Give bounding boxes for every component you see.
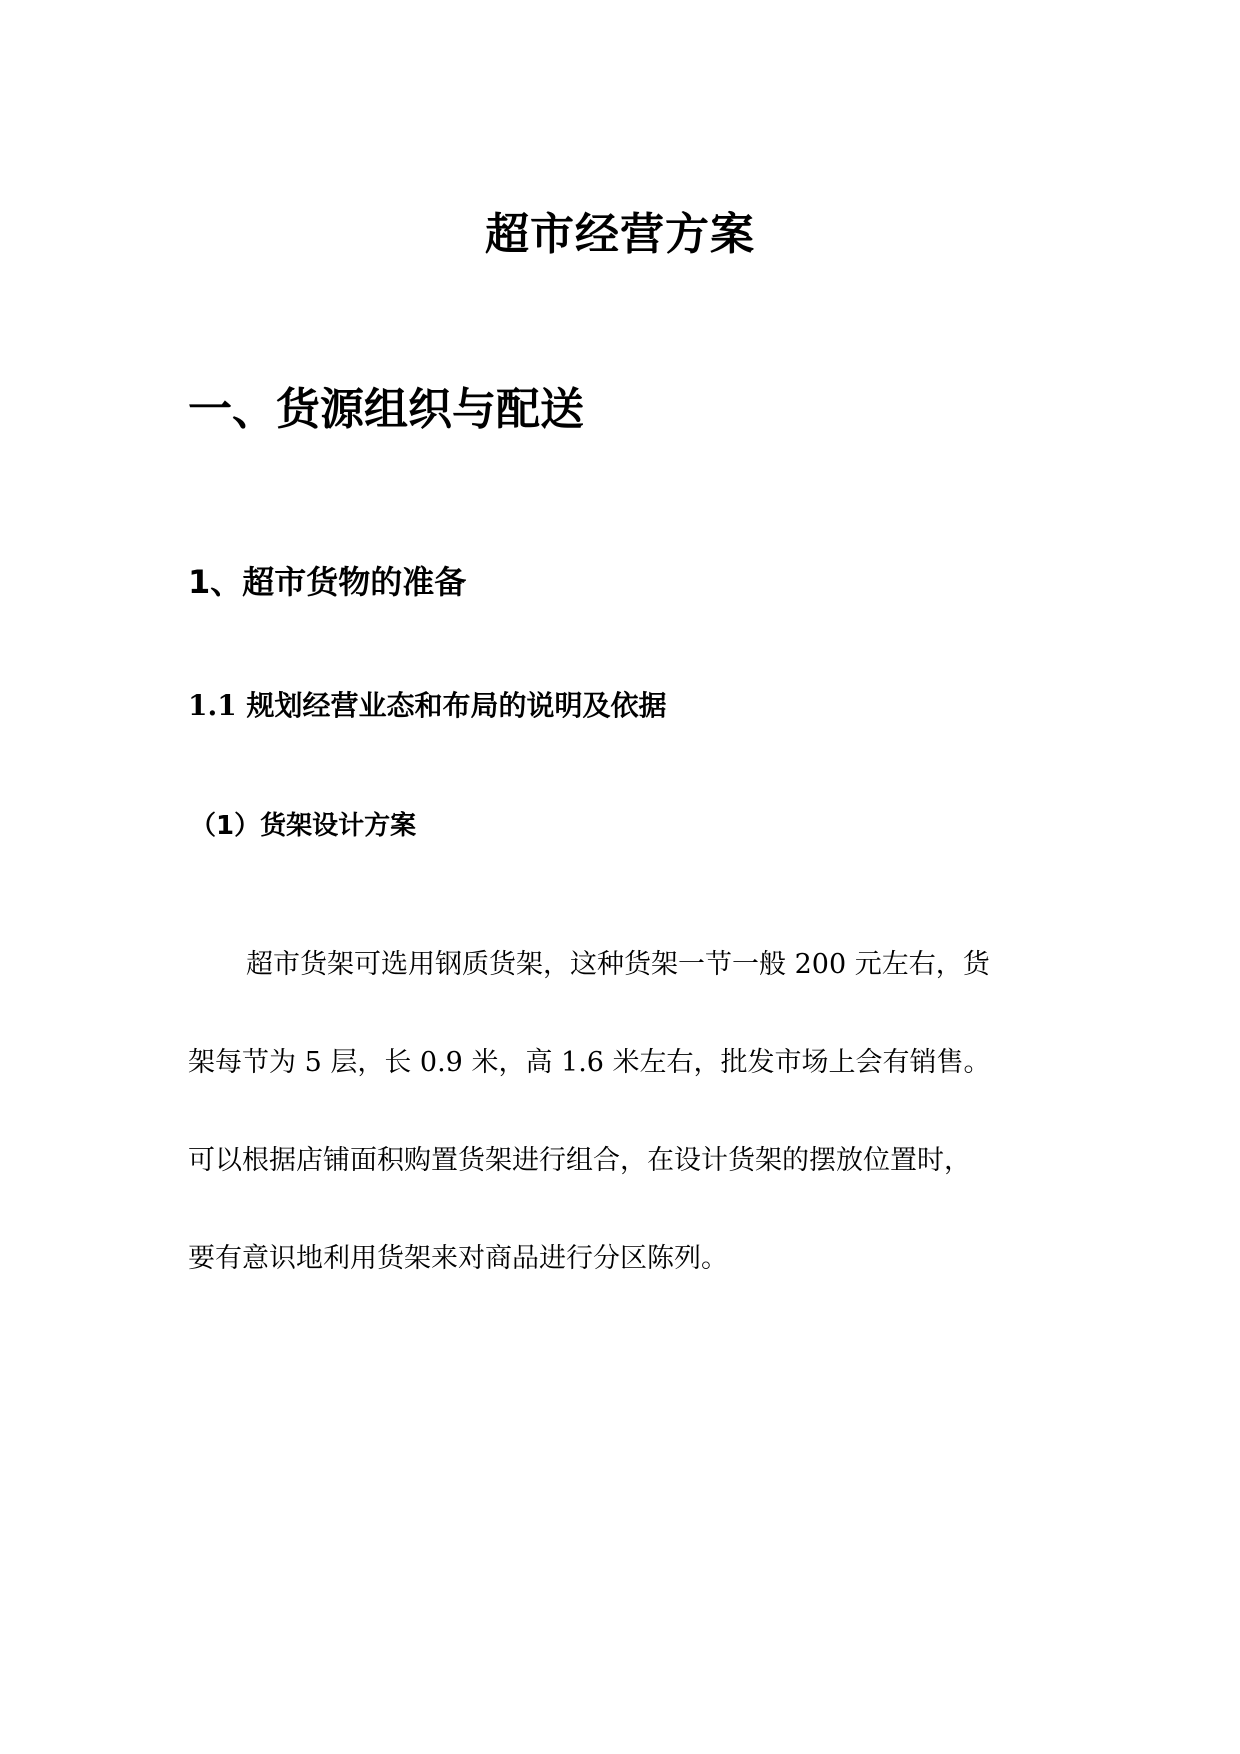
- subsubsection-heading: 1.1 规划经营业态和布局的说明及依据: [188, 689, 667, 722]
- section-heading: 一、货源组织与配送: [188, 384, 584, 435]
- paragraph-line: 可以根据店铺面积购置货架进行组合，在设计货架的摆放位置时，: [188, 1145, 971, 1176]
- paragraph-line: 要有意识地利用货架来对商品进行分区陈列。: [188, 1243, 728, 1274]
- item-heading: （1）货架设计方案: [190, 811, 417, 841]
- subsection-heading: 1、超市货物的准备: [188, 563, 467, 601]
- paragraph-line: 架每节为 5 层，长 0.9 米，高 1.6 米左右，批发市场上会有销售。: [188, 1047, 991, 1078]
- document-title: 超市经营方案: [485, 209, 755, 260]
- paragraph-line: 超市货架可选用钢质货架，这种货架一节一般 200 元左右，货: [246, 949, 990, 980]
- body-paragraph: [188, 916, 1054, 1308]
